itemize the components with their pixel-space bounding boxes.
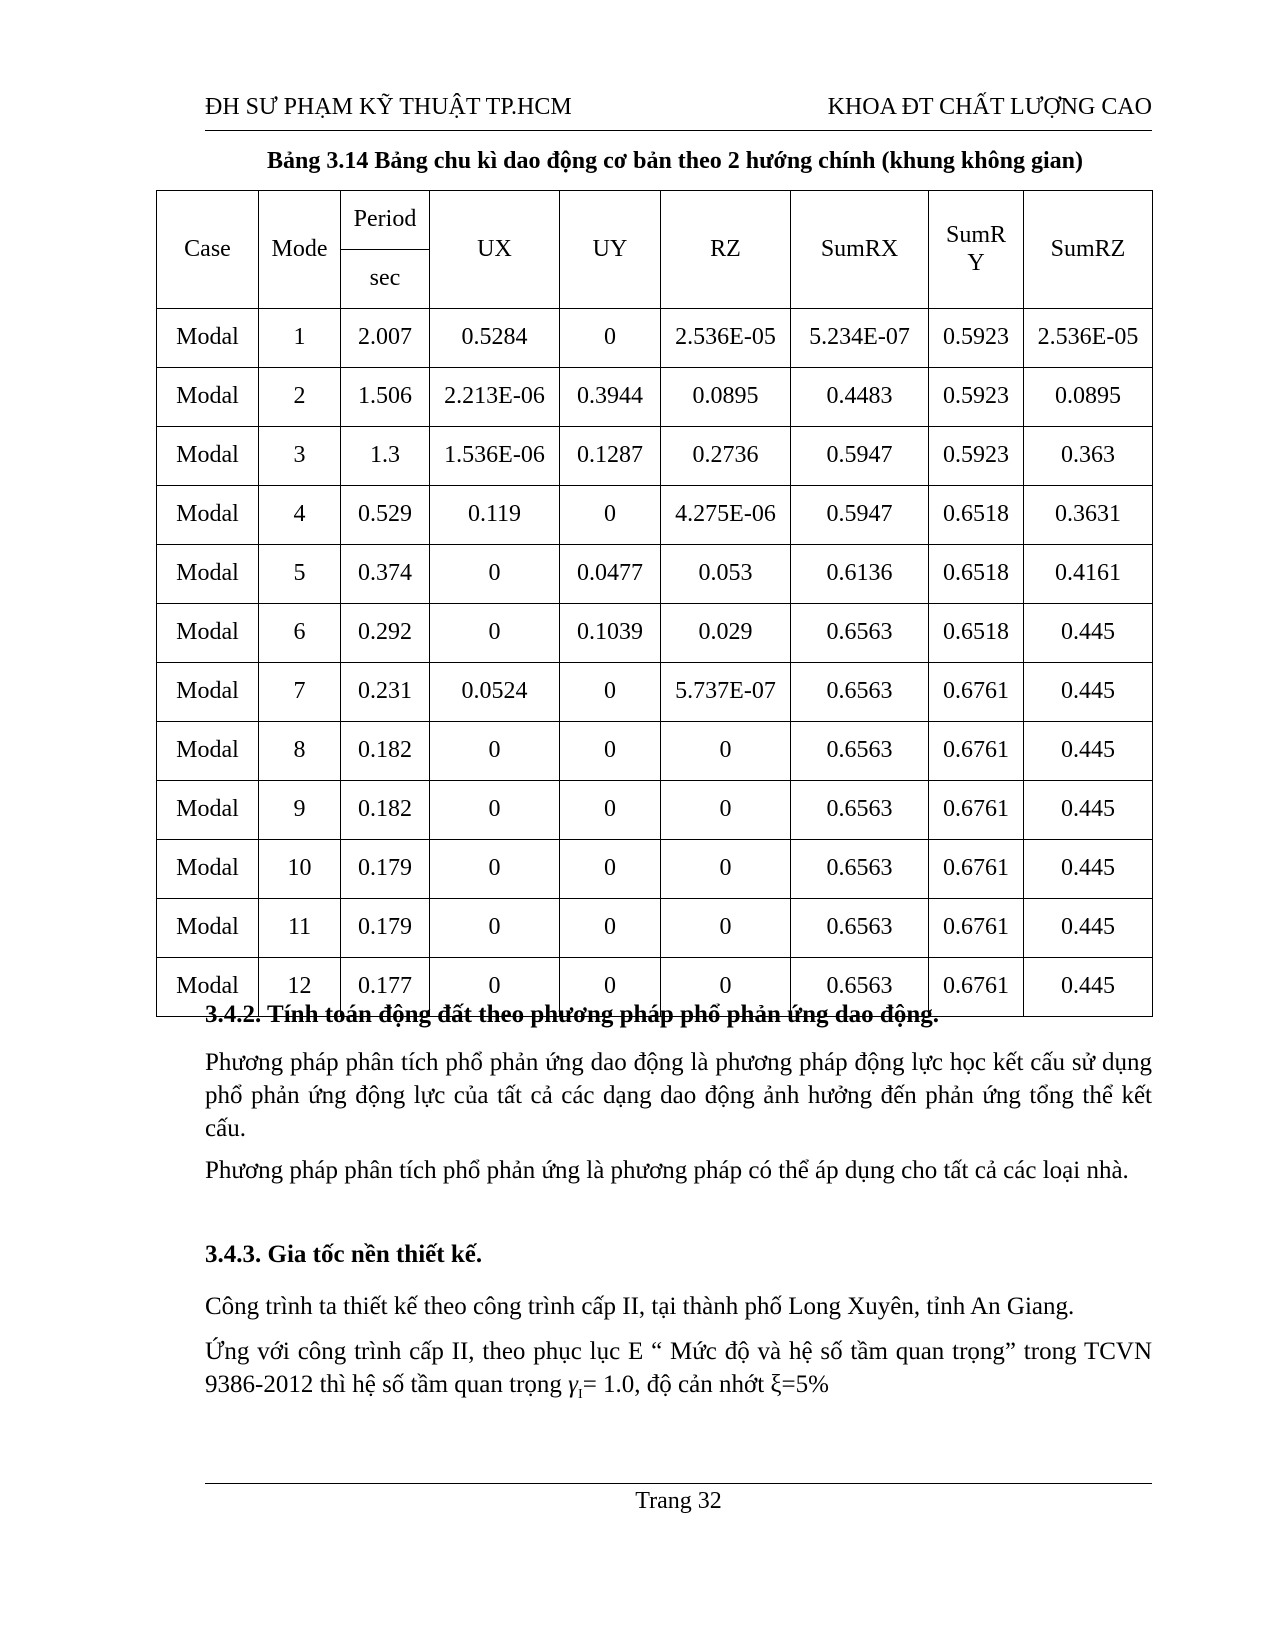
cell-ux: 0 [430, 958, 560, 1017]
cell-sumrx: 0.5947 [791, 427, 929, 486]
table-row [157, 545, 1153, 604]
cell-period: 2.007 [341, 309, 430, 368]
cell-rz: 0.029 [661, 604, 791, 663]
paragraph-343-2 [205, 1335, 1152, 1411]
page-header [205, 88, 1152, 131]
gamma-symbol [568, 1371, 583, 1402]
cell-rz: 0 [661, 958, 791, 1017]
table-row [157, 899, 1153, 958]
header-uy: UY [560, 191, 661, 309]
cell-sumrz: 0.445 [1024, 958, 1153, 1017]
cell-rz: 0 [661, 899, 791, 958]
table-row [157, 840, 1153, 899]
cell-sumrz: 0.445 [1024, 604, 1153, 663]
cell-sumrz: 0.445 [1024, 840, 1153, 899]
cell-uy: 0 [560, 722, 661, 781]
cell-ux: 0 [430, 840, 560, 899]
cell-mode: 7 [259, 663, 341, 722]
cell-uy: 0.1039 [560, 604, 661, 663]
cell-rz: 0.2736 [661, 427, 791, 486]
cell-rz: 0.0895 [661, 368, 791, 427]
cell-mode: 1 [259, 309, 341, 368]
cell-sumry: 0.6761 [929, 722, 1024, 781]
cell-rz: 2.536E-05 [661, 309, 791, 368]
cell-ux: 0 [430, 604, 560, 663]
cell-period: 0.529 [341, 486, 430, 545]
cell-rz: 0 [661, 840, 791, 899]
cell-sumry: 0.6518 [929, 545, 1024, 604]
page-number: Trang 32 [635, 1488, 722, 1514]
cell-sumrz: 0.363 [1024, 427, 1153, 486]
paragraph-343-2-text-b: = 1.0, độ cản nhớt ξ=5% [582, 1371, 829, 1398]
cell-ux: 0 [430, 545, 560, 604]
cell-uy: 0 [560, 486, 661, 545]
table-row [157, 781, 1153, 840]
paragraph-342-1: Phương pháp phân tích phổ phản ứng dao động là phương pháp động lực học kết cấu sử dụng phổ phản ứng động lực của tất cả các dạng dao động ảnh hưởng đến phản ứng tổng thể kết cấu. [205, 1049, 1152, 1142]
cell-case: Modal [157, 604, 259, 663]
section-heading-343: 3.4.3. Gia tốc nền thiết kế. [205, 1241, 483, 1268]
cell-mode: 6 [259, 604, 341, 663]
cell-uy: 0 [560, 781, 661, 840]
table-row [157, 722, 1153, 781]
cell-period: 0.182 [341, 722, 430, 781]
cell-mode: 4 [259, 486, 341, 545]
page-footer [205, 1483, 1152, 1515]
cell-sumrz: 0.4161 [1024, 545, 1153, 604]
table-row [157, 486, 1153, 545]
cell-period: 1.506 [341, 368, 430, 427]
cell-sumrx: 5.234E-07 [791, 309, 929, 368]
cell-period: 0.231 [341, 663, 430, 722]
cell-sumry: 0.5923 [929, 309, 1024, 368]
cell-rz: 0.053 [661, 545, 791, 604]
section-heading-342: 3.4.2. Tính toán động đất theo phương pháp phổ phản ứng dao động. [205, 1001, 939, 1028]
cell-sumrx: 0.6136 [791, 545, 929, 604]
paragraph-343-2-text-a: Ứng với công trình cấp II, theo phục lục E “ Mức độ và hệ số tầm quan trọng” trong TCVN 9386-2012 thì hệ số tầm quan trọng [205, 1338, 1152, 1398]
cell-ux: 0 [430, 722, 560, 781]
cell-sumrx: 0.5947 [791, 486, 929, 545]
cell-sumry: 0.6761 [929, 958, 1024, 1017]
cell-period: 1.3 [341, 427, 430, 486]
cell-case: Modal [157, 486, 259, 545]
cell-case: Modal [157, 840, 259, 899]
cell-sumry: 0.6518 [929, 604, 1024, 663]
cell-uy: 0.3944 [560, 368, 661, 427]
cell-mode: 3 [259, 427, 341, 486]
cell-sumrx: 0.6563 [791, 722, 929, 781]
header-faculty: KHOA ĐT CHẤT LƯỢNG CAO [827, 94, 1152, 120]
cell-sumrz: 0.3631 [1024, 486, 1153, 545]
cell-sumrx: 0.6563 [791, 840, 929, 899]
cell-rz: 0 [661, 781, 791, 840]
cell-sumrz: 0.445 [1024, 781, 1153, 840]
cell-period: 0.177 [341, 958, 430, 1017]
cell-sumrx: 0.4483 [791, 368, 929, 427]
cell-sumrz: 2.536E-05 [1024, 309, 1153, 368]
header-sumry-line2: Y [967, 249, 985, 276]
cell-mode: 11 [259, 899, 341, 958]
cell-sumrz: 0.445 [1024, 663, 1153, 722]
header-sumry-line1: SumR [945, 221, 1007, 248]
table-row [157, 368, 1153, 427]
cell-sumrz: 0.445 [1024, 899, 1153, 958]
paragraph-343-1: Công trình ta thiết kế theo công trình cấp II, tại thành phố Long Xuyên, tỉnh An Giang. [205, 1293, 1075, 1320]
header-period: Period [341, 191, 430, 250]
cell-case: Modal [157, 958, 259, 1017]
cell-uy: 0 [560, 309, 661, 368]
cell-sumry: 0.5923 [929, 427, 1024, 486]
cell-mode: 5 [259, 545, 341, 604]
cell-mode: 2 [259, 368, 341, 427]
cell-ux: 0.5284 [430, 309, 560, 368]
modal-period-table [156, 190, 1153, 1017]
table-row [157, 309, 1153, 368]
cell-mode: 12 [259, 958, 341, 1017]
header-rz: RZ [661, 191, 791, 309]
cell-sumrx: 0.6563 [791, 958, 929, 1017]
table-row [157, 663, 1153, 722]
header-university: ĐH SƯ PHẠM KỸ THUẬT TP.HCM [205, 94, 572, 120]
header-period-unit: sec [341, 250, 430, 309]
header-sumry [929, 191, 1024, 309]
cell-case: Modal [157, 427, 259, 486]
cell-ux: 2.213E-06 [430, 368, 560, 427]
cell-sumrz: 0.0895 [1024, 368, 1153, 427]
cell-uy: 0 [560, 899, 661, 958]
table-row [157, 427, 1153, 486]
cell-sumrx: 0.6563 [791, 781, 929, 840]
gamma-letter: γ [568, 1371, 579, 1398]
cell-uy: 0.0477 [560, 545, 661, 604]
cell-ux: 0.119 [430, 486, 560, 545]
cell-case: Modal [157, 663, 259, 722]
cell-sumry: 0.6761 [929, 840, 1024, 899]
header-sumrz: SumRZ [1024, 191, 1153, 309]
cell-case: Modal [157, 722, 259, 781]
cell-sumry: 0.6518 [929, 486, 1024, 545]
gamma-subscript: I [578, 1387, 583, 1402]
header-sumrx: SumRX [791, 191, 929, 309]
cell-ux: 0 [430, 899, 560, 958]
cell-sumry: 0.6761 [929, 899, 1024, 958]
table-caption: Bảng 3.14 Bảng chu kì dao động cơ bản theo 2 hướng chính (khung không gian) [267, 148, 1083, 174]
cell-period: 0.179 [341, 899, 430, 958]
cell-mode: 10 [259, 840, 341, 899]
cell-sumrx: 0.6563 [791, 899, 929, 958]
cell-case: Modal [157, 781, 259, 840]
cell-sumrx: 0.6563 [791, 663, 929, 722]
cell-rz: 4.275E-06 [661, 486, 791, 545]
cell-case: Modal [157, 368, 259, 427]
cell-uy: 0 [560, 958, 661, 1017]
header-case: Case [157, 191, 259, 309]
cell-ux: 1.536E-06 [430, 427, 560, 486]
cell-rz: 5.737E-07 [661, 663, 791, 722]
cell-period: 0.182 [341, 781, 430, 840]
header-mode: Mode [259, 191, 341, 309]
cell-sumry: 0.6761 [929, 663, 1024, 722]
cell-case: Modal [157, 545, 259, 604]
paragraph-342-2: Phương pháp phân tích phổ phản ứng là phương pháp có thể áp dụng cho tất cả các loại nhà. [205, 1157, 1129, 1184]
table-header-row [157, 191, 1153, 250]
cell-period: 0.179 [341, 840, 430, 899]
header-ux: UX [430, 191, 560, 309]
table-row [157, 604, 1153, 663]
cell-uy: 0 [560, 663, 661, 722]
cell-ux: 0 [430, 781, 560, 840]
cell-sumry: 0.5923 [929, 368, 1024, 427]
cell-case: Modal [157, 309, 259, 368]
cell-case: Modal [157, 899, 259, 958]
cell-period: 0.292 [341, 604, 430, 663]
cell-sumrx: 0.6563 [791, 604, 929, 663]
cell-rz: 0 [661, 722, 791, 781]
cell-sumry: 0.6761 [929, 781, 1024, 840]
cell-uy: 0.1287 [560, 427, 661, 486]
cell-sumrz: 0.445 [1024, 722, 1153, 781]
cell-mode: 9 [259, 781, 341, 840]
cell-period: 0.374 [341, 545, 430, 604]
cell-uy: 0 [560, 840, 661, 899]
cell-ux: 0.0524 [430, 663, 560, 722]
cell-mode: 8 [259, 722, 341, 781]
